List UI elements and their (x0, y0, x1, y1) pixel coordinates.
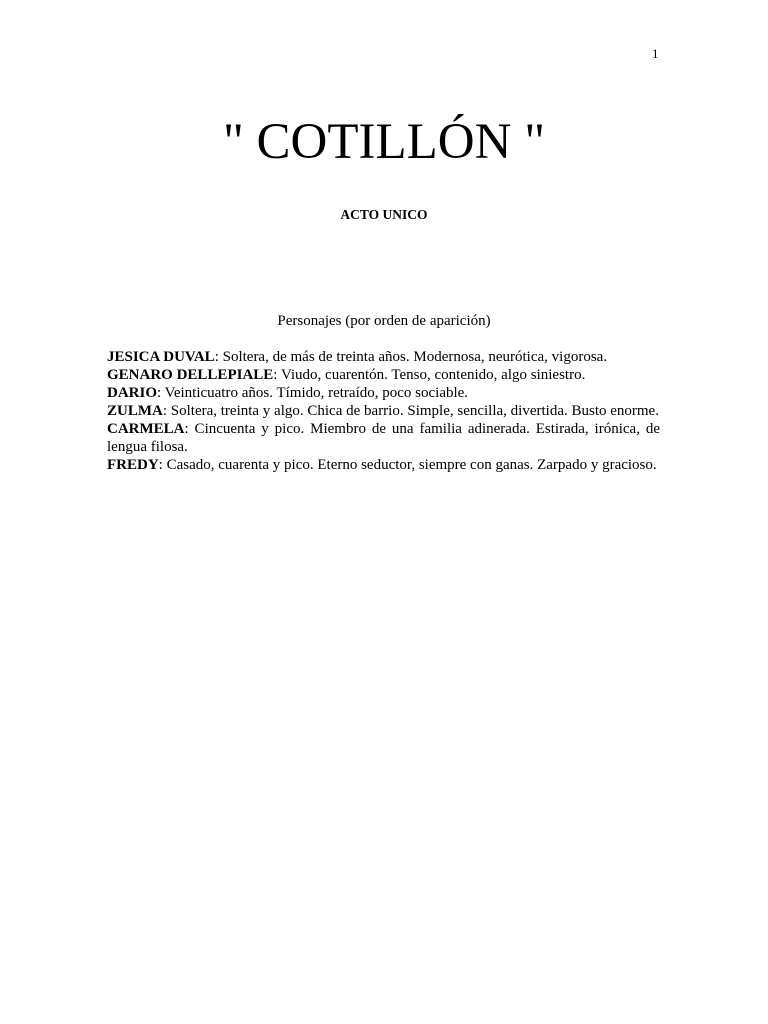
cast-heading: Personajes (por orden de aparición) (277, 313, 491, 329)
character-name: FREDY (107, 457, 159, 473)
character-description: : Soltera, de más de treinta años. Modernosa, neurótica, vigorosa. (214, 349, 608, 365)
character-description: : Casado, cuarenta y pico. Eterno seductor, siempre con ganas. Zarpado y gracioso. (158, 457, 657, 473)
cast-entry-fredy (107, 456, 660, 474)
character-name: JESICA DUVAL (107, 349, 215, 365)
character-description: : Cincuenta y pico. Miembro de una familia adinerada. Estirada, irónica, de lengua filosa. (107, 421, 660, 455)
character-description: : Veinticuatro años. Tímido, retraído, poco sociable. (157, 385, 469, 401)
character-name: CARMELA (107, 421, 185, 437)
character-name: ZULMA (107, 403, 163, 419)
cast-entry-jesica (107, 348, 660, 366)
cast-entry-carmela (107, 420, 660, 456)
cast-entry-dario (107, 384, 660, 402)
cast-list (107, 348, 660, 474)
character-name: GENARO DELLEPIALE (107, 367, 274, 383)
character-name: DARIO (107, 385, 158, 401)
cast-entry-zulma (107, 402, 660, 420)
character-description: : Soltera, treinta y algo. Chica de barrio. Simple, sencilla, divertida. Busto enorme. (162, 403, 659, 419)
play-title: " COTILLÓN " (222, 114, 546, 170)
page-number: 1 (652, 46, 659, 61)
cast-entry-genaro (107, 366, 660, 384)
character-description: : Viudo, cuarentón. Tenso, contenido, algo siniestro. (273, 367, 586, 383)
act-subtitle: ACTO UNICO (340, 207, 428, 222)
